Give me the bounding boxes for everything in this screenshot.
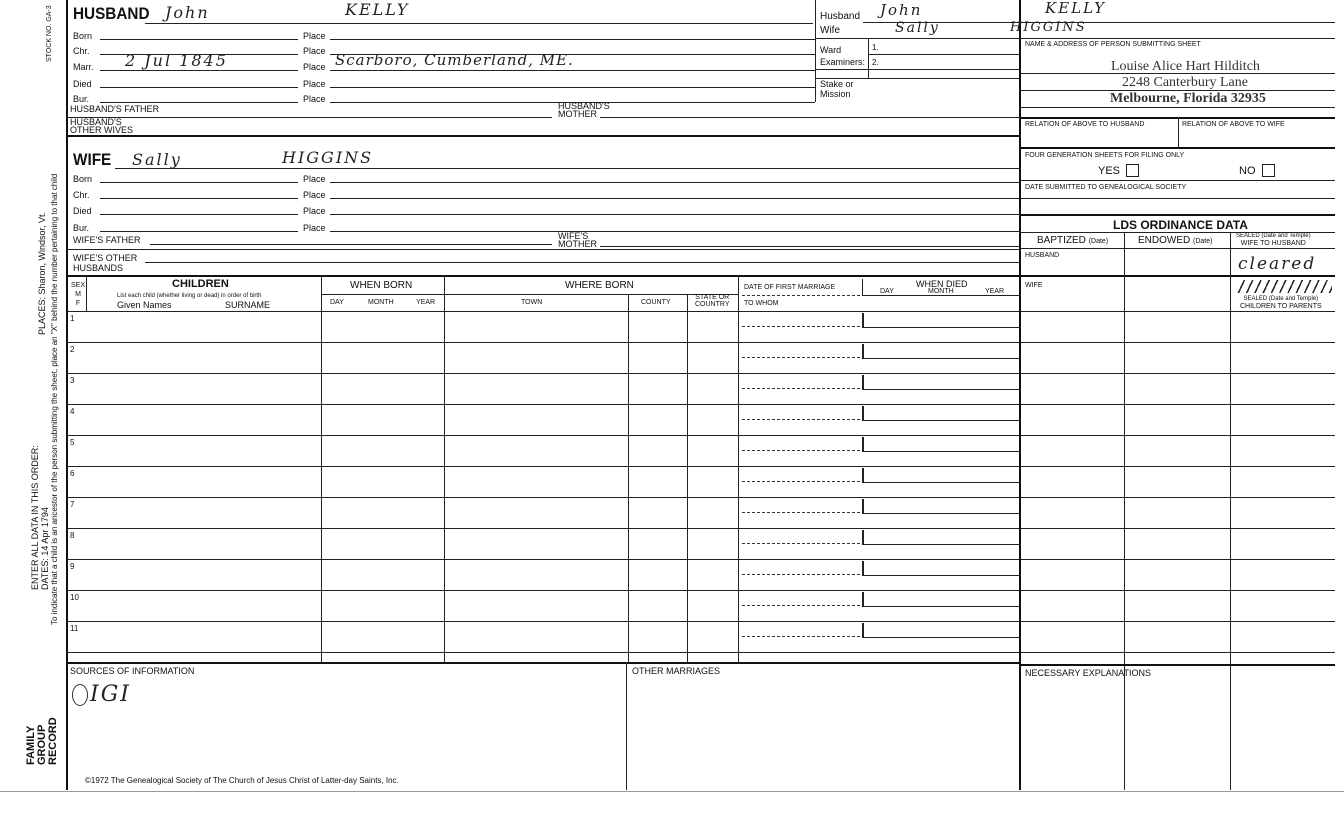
when-died-header: WHEN DIED: [916, 279, 968, 289]
wife-died-place-label: Place: [303, 206, 326, 216]
husband-bur-place-label: Place: [303, 94, 326, 104]
submitter-street: 2248 Canterbury Lane: [1122, 75, 1248, 90]
died-month-header: MONTH: [928, 288, 954, 295]
given-names-header: Given Names: [117, 300, 172, 310]
header-husband-given[interactable]: John: [880, 1, 923, 19]
child-row-number: 11: [70, 624, 79, 633]
sealed-children-label: SEALED (Date and Temple) CHILDREN TO PARENTS: [1240, 296, 1322, 310]
wife-bur-label: Bur.: [73, 223, 90, 233]
to-whom-header: TO WHOM: [744, 300, 779, 307]
ward-label: Ward: [820, 45, 842, 55]
wife-surname[interactable]: HIGGINS: [282, 148, 374, 167]
copyright: ©1972 The Genealogical Society of The Church of Jesus Christ of Latter-day Saints, Inc.: [85, 776, 399, 785]
header-husband-surname[interactable]: KELLY: [1045, 0, 1107, 17]
husband-died-place-label: Place: [303, 79, 326, 89]
wife-born-place-label: Place: [303, 174, 326, 184]
no-label: NO: [1239, 165, 1256, 177]
husband-marr-label: Marr.: [73, 62, 94, 72]
dates-instruction: DATES: 14 Apr 1794: [40, 507, 50, 590]
enter-all-instruction: ENTER ALL DATA IN THIS ORDER:: [30, 445, 40, 590]
examiner-1[interactable]: 1.: [872, 43, 879, 52]
state-header: STATE OR COUNTRY: [695, 294, 730, 308]
stock-number: STOCK NO. GA-3: [46, 5, 53, 62]
wife-born-label: Born: [73, 174, 93, 184]
header-wife-surname[interactable]: HIGGINS: [1010, 20, 1087, 35]
died-year-header: YEAR: [985, 288, 1005, 295]
header-husband-label: Husband: [820, 11, 861, 22]
child-row-number: 8: [70, 531, 75, 540]
yes-checkbox[interactable]: [1126, 164, 1139, 177]
town-header: TOWN: [521, 299, 543, 306]
examiner-2[interactable]: 2.: [872, 58, 879, 67]
where-born-header: WHERE BORN: [565, 280, 634, 291]
husband-born-place-label: Place: [303, 31, 326, 41]
surname-header: SURNAME: [225, 300, 271, 310]
child-row-number: 2: [70, 345, 75, 354]
submitter-city: Melbourne, Florida 32935: [1110, 91, 1266, 106]
born-month-header: MONTH: [368, 299, 394, 306]
other-marriages-label: OTHER MARRIAGES: [632, 666, 721, 676]
husband-marr-place-label: Place: [303, 62, 326, 72]
wife-died-label: Died: [73, 206, 92, 216]
husband-born-label: Born: [73, 31, 93, 41]
relation-wife-label: RELATION OF ABOVE TO WIFE: [1182, 121, 1285, 128]
sources-label: SOURCES OF INFORMATION: [70, 666, 195, 676]
submitter-label: NAME & ADDRESS OF PERSON SUBMITTING SHEET: [1025, 41, 1201, 48]
indicate-instruction: To indicate that a child is an ancestor of the person submitting the sheet, place an "X" behind the number pertaining to that child: [50, 173, 59, 625]
died-day-header: DAY: [880, 288, 894, 295]
baptized-label: BAPTIZED (Date): [1037, 235, 1109, 246]
husband-chr-label: Chr.: [73, 46, 90, 56]
wife-label: WIFE: [73, 150, 112, 169]
places-instruction: PLACES: Sharon, Windsor, Vt.: [37, 211, 47, 335]
family-group-record-title: FAMILY GROUP RECORD: [25, 717, 59, 765]
husband-bur-label: Bur.: [73, 94, 90, 104]
husband-given-name[interactable]: John: [165, 3, 210, 22]
four-gen-label: FOUR GENERATION SHEETS FOR FILING ONLY: [1025, 152, 1185, 159]
child-row-number: 7: [70, 500, 75, 509]
lds-title: LDS ORDINANCE DATA: [1113, 218, 1248, 232]
sources-circle: [72, 684, 88, 706]
relation-husband-label: RELATION OF ABOVE TO HUSBAND: [1025, 121, 1145, 128]
yes-label: YES: [1098, 165, 1121, 177]
wife-mother-label: WIFE'S MOTHER: [558, 231, 597, 249]
header-wife-label: Wife: [820, 25, 840, 36]
child-row-number: 1: [70, 314, 75, 323]
husband-mother-label: HUSBAND'S MOTHER: [558, 101, 610, 119]
explanations-label: NECESSARY EXPLANATIONS: [1025, 668, 1152, 678]
wife-given-name[interactable]: Sally: [132, 150, 182, 169]
child-row-number: 10: [70, 593, 79, 602]
wife-other-husbands-label: WIFE'S OTHER HUSBANDS: [73, 253, 138, 273]
endowed-label: ENDOWED (Date): [1138, 235, 1213, 246]
wife-chr-place-label: Place: [303, 190, 326, 200]
wife-chr-label: Chr.: [73, 190, 90, 200]
submitter-name: Louise Alice Hart Hilditch: [1111, 59, 1260, 74]
sex-header: SEX M F: [71, 282, 86, 307]
born-day-header: DAY: [330, 299, 344, 306]
date-submitted-label: DATE SUBMITTED TO GENEALOGICAL SOCIETY: [1025, 184, 1187, 191]
husband-surname[interactable]: KELLY: [345, 0, 410, 19]
husband-other-wives-label: HUSBAND'S OTHER WIVES: [70, 117, 134, 135]
county-header: COUNTY: [641, 299, 671, 306]
wife-father-label: WIFE'S FATHER: [73, 235, 141, 245]
husband-father-label: HUSBAND'S FATHER: [70, 104, 160, 114]
examiners-label: Examiners:: [820, 57, 866, 67]
wife-bur-place-label: Place: [303, 223, 326, 233]
when-born-header: WHEN BORN: [350, 280, 413, 291]
husband-died-label: Died: [73, 79, 92, 89]
lds-husband-row-label: HUSBAND: [1025, 252, 1060, 259]
sources-value[interactable]: IGI: [90, 682, 131, 707]
child-row-number: 6: [70, 469, 75, 478]
husband-marr-place[interactable]: Scarboro, Cumberland, ME.: [335, 51, 574, 69]
no-checkbox[interactable]: [1262, 164, 1275, 177]
child-row-number: 5: [70, 438, 75, 447]
children-title: CHILDREN: [172, 278, 229, 290]
child-row-number: 9: [70, 562, 75, 571]
born-year-header: YEAR: [416, 299, 436, 306]
stake-label: Stake or Mission: [820, 79, 854, 99]
husband-label: HUSBAND: [73, 4, 150, 23]
header-wife-given[interactable]: Sally: [895, 20, 940, 36]
child-row-number: 3: [70, 376, 75, 385]
first-marriage-header: DATE OF FIRST MARRIAGE: [744, 284, 836, 291]
children-subtitle: List each child (whether living or dead) in order of birth: [117, 293, 262, 299]
child-row-number: 4: [70, 407, 75, 416]
sealed-wife-label: SEALED (Date and Temple) WIFE TO HUSBAND: [1236, 233, 1311, 247]
husband-marr-date[interactable]: 2 Jul 1845: [125, 51, 228, 70]
lds-cleared: cleared: [1238, 254, 1317, 274]
lds-wife-row-label: WIFE: [1025, 282, 1043, 289]
husband-chr-place-label: Place: [303, 46, 326, 56]
cancelled-hatch: [1237, 280, 1332, 293]
